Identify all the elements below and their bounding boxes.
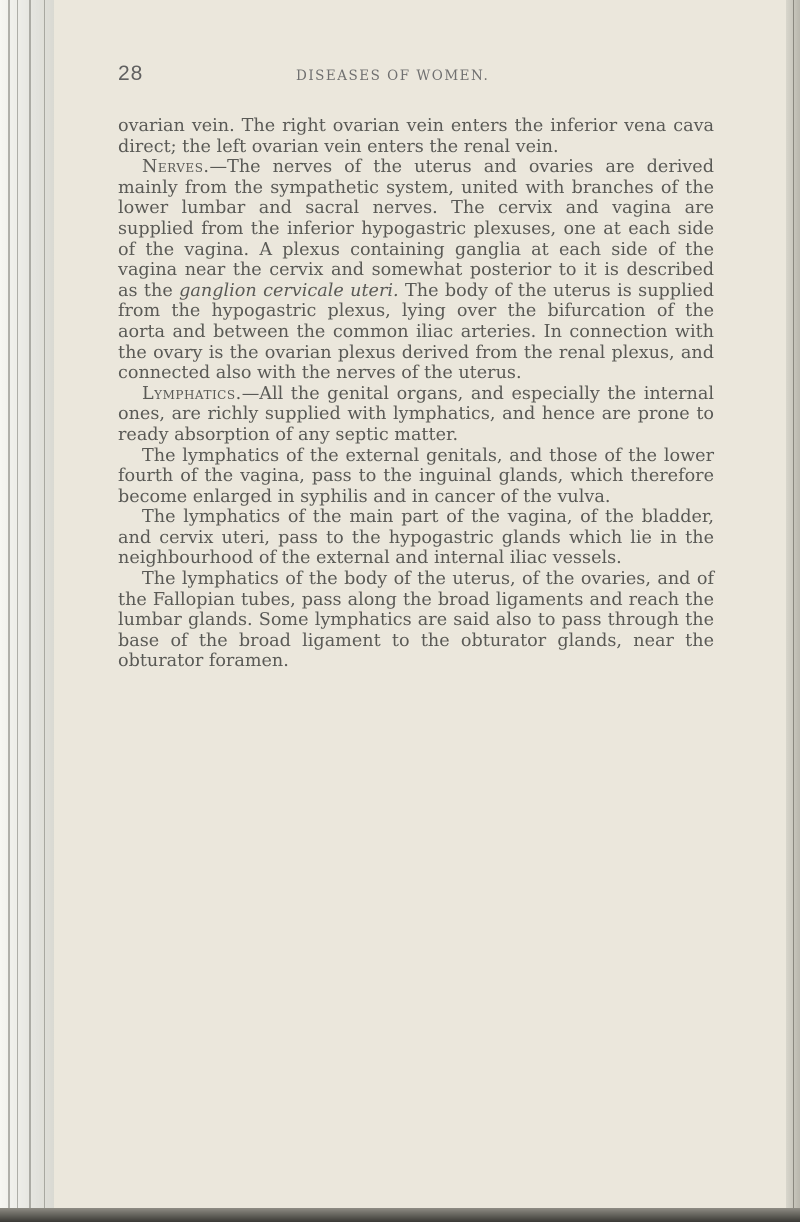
paragraph-text: —All the genital organs, and especially the internal ones, are richly supplied with lymphatics, and hence are prone to ready absorption of any septic matter. (118, 383, 714, 445)
page-bottom-edge (0, 1208, 800, 1222)
paragraph-text: The body of the uterus is supplied from the hypogastric plexus, lying over the bifurcation of the aorta and between the common iliac arteries. In connection with the ovary is the ovarian plexus derived from the renal plexus, and connected also with the nerves of the uterus. (118, 280, 714, 384)
page-right-edge (786, 0, 800, 1222)
paragraph-lymphatics (118, 384, 714, 446)
paragraph-text: ovarian vein. The right ovarian vein enters the inferior vena cava direct; the left ovarian vein enters the renal vein. (118, 116, 714, 157)
paragraph-nerves (118, 157, 714, 384)
binding-line (17, 0, 18, 1222)
paragraph-text: The lymphatics of the external genitals, and those of the lower fourth of the vagina, pass to the inguinal glands, which therefore become enlarged in syphilis and in cancer of the vulva. (118, 445, 714, 507)
binding-line (44, 0, 45, 1222)
section-heading-nerves: Nerves. (142, 157, 210, 178)
edge-line (793, 0, 794, 1222)
paragraph-ovarian-vein (118, 116, 714, 157)
paragraph-external-lymphatics (118, 446, 714, 508)
binding-line (29, 0, 31, 1222)
page-number: 28 (118, 62, 144, 85)
body-text (118, 116, 714, 672)
page-gutter (0, 0, 54, 1222)
binding-line (8, 0, 10, 1222)
running-head: DISEASES OF WOMEN. (296, 68, 490, 84)
italic-term: ganglion cervicale uteri. (179, 280, 399, 301)
paragraph-text: The lymphatics of the main part of the vagina, of the bladder, and cervix uteri, pass to the hypogastric glands which lie in the neighbourhood of the external and internal iliac vessels. (118, 507, 714, 569)
paragraph-text: —The nerves of the uterus and ovaries are derived mainly from the sympathetic system, united with branches of the lower lumbar and sacral nerves. The cervix and vagina are supplied from the inferior hypogastric plexuses, one at each side of the vagina. A plexus containing ganglia at each side of the vagina near the cervix and somewhat posterior to it is described as the (118, 157, 714, 301)
section-heading-lymphatics: Lymphatics. (142, 383, 242, 404)
paragraph-uterine-lymphatics (118, 569, 714, 672)
paragraph-vaginal-lymphatics (118, 507, 714, 569)
paragraph-text: The lymphatics of the body of the uterus, of the ovaries, and of the Fallopian tubes, pass along the broad ligaments and reach the lumbar glands. Some lymphatics are said also to pass through the base of the broad ligament to the obturator glands, near the obturator foramen. (118, 569, 714, 672)
page-header (118, 62, 718, 88)
